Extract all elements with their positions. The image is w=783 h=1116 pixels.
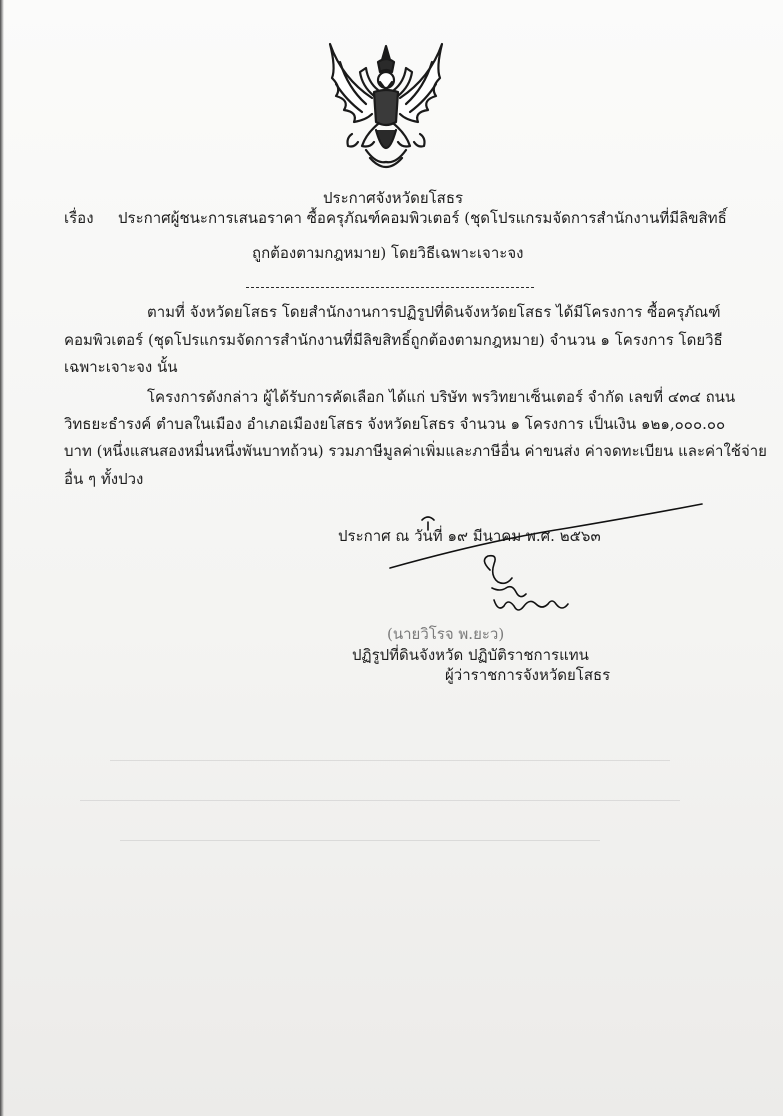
- separator-rule: [246, 287, 534, 288]
- garuda-emblem-icon: [322, 38, 450, 178]
- signer-position-1: ปฏิรูปที่ดินจังหวัด ปฏิบัติราชการแทน: [352, 646, 589, 664]
- bleed-through-mark: [110, 760, 670, 761]
- signer-name: (นายวิโรจ พ.ยะว): [387, 625, 505, 643]
- paragraph-2-line-1: โครงการดังกล่าว ผู้ได้รับการคัดเลือก ได้แก่ บริษัท พรวิทยาเซ็นเตอร์ จำกัด เลขที่ ๔๓๔ ถนน: [147, 388, 736, 406]
- paragraph-2-line-2: วิทธยะธำรงค์ ตำบลในเมือง อำเภอเมืองยโสธร จังหวัดยโสธร จำนวน ๑ โครงการ เป็นเงิน ๑๒๑,๐๐๐.๐๐: [64, 415, 726, 433]
- paragraph-2-line-4: อื่น ๆ ทั้งปวง: [64, 470, 144, 488]
- paragraph-1-line-1: ตามที่ จังหวัดยโสธร โดยสำนักงานการปฏิรูปที่ดินจังหวัดยโสธร ได้มีโครงการ ซื้อครุภัณฑ์: [147, 303, 721, 321]
- subject-label: เรื่อง: [64, 209, 94, 227]
- page-edge-shadow: [0, 0, 4, 1116]
- announcement-title: ประกาศจังหวัดยโสธร: [323, 189, 464, 207]
- paragraph-1-line-3: เฉพาะเจาะจง นั้น: [64, 358, 178, 376]
- subject-line-2: ถูกต้องตามกฎหมาย) โดยวิธีเฉพาะเจาะจง: [252, 244, 524, 262]
- subject-line-1: ประกาศผู้ชนะการเสนอราคา ซื้อครุภัณฑ์คอมพิวเตอร์ (ชุดโปรแกรมจัดการสำนักงานที่มีลิขสิทธิ์: [118, 209, 727, 227]
- bleed-through-mark: [80, 800, 680, 801]
- signer-position-2: ผู้ว่าราชการจังหวัดยโสธร: [445, 666, 611, 684]
- announcement-date: ประกาศ ณ วันที่ ๑๙ มีนาคม พ.ศ. ๒๕๖๓: [338, 527, 601, 545]
- paragraph-2-line-3: บาท (หนึ่งแสนสองหมื่นหนึ่งพันบาทถ้วน) รวมภาษีมูลค่าเพิ่มและภาษีอื่น ค่าขนส่ง ค่าจดทะเบียน และค่าใช้จ่าย: [64, 442, 767, 460]
- handwritten-signature: [330, 500, 710, 625]
- bleed-through-mark: [120, 840, 600, 841]
- paragraph-1-line-2: คอมพิวเตอร์ (ชุดโปรแกรมจัดการสำนักงานที่มีลิขสิทธิ์ถูกต้องตามกฎหมาย) จำนวน ๑ โครงการ โดยวิธี: [64, 331, 723, 349]
